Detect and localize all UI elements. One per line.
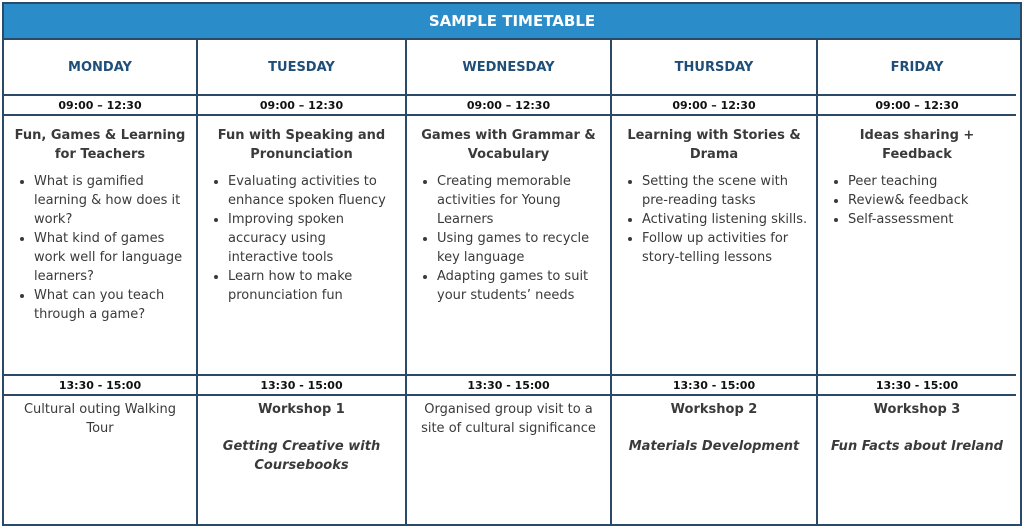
topic-item: • Activating listening skills. [642,210,808,229]
workshop-title: Workshop 3 [873,402,961,417]
workshop-subtitle: Fun Facts about Ireland [831,439,1003,454]
day-header: WEDNESDAY [407,40,610,96]
session-title: Ideas sharing + Feedback [859,128,975,162]
morning-session [4,116,196,374]
afternoon-time: 13:30 - 15:00 [4,374,196,396]
afternoon-time: 13:30 - 15:00 [818,374,1016,396]
topic-item: • Adapting games to suit your students’ needs [437,267,602,305]
session-title: Games with Grammar & Vocabulary [421,128,596,162]
topic-item: • What can you teach through a game? [34,286,188,324]
topic-item: • What kind of games work well for language learners? [34,229,188,286]
morning-time: 09:00 – 12:30 [4,96,196,116]
afternoon-session [818,396,1016,526]
day-header: FRIDAY [818,40,1016,96]
morning-time: 09:00 – 12:30 [818,96,1016,116]
morning-session [612,116,816,374]
topic-item: • Setting the scene with pre-reading tasks [642,172,808,210]
topic-item: • Peer teaching [848,172,1008,191]
afternoon-time: 13:30 - 15:00 [612,374,816,396]
day-column-tuesday [198,40,407,526]
morning-session [818,116,1016,374]
topic-item: • Evaluating activities to enhance spoken fluency [228,172,397,210]
afternoon-session [4,396,196,526]
day-column-wednesday [407,40,612,526]
topic-list [206,172,397,305]
topic-item: • Review& feedback [848,191,1008,210]
topic-item: • Self-assessment [848,210,1008,229]
day-column-friday [818,40,1016,526]
day-header: MONDAY [4,40,196,96]
afternoon-time: 13:30 - 15:00 [198,374,405,396]
day-column-monday [4,40,198,526]
session-title: Fun with Speaking and Pronunciation [217,128,386,162]
day-header: THURSDAY [612,40,816,96]
session-title: Fun, Games & Learning for Teachers [14,128,186,162]
morning-session [198,116,405,374]
topic-item: • Improving spoken accuracy using interactive tools [228,210,397,267]
day-header: TUESDAY [198,40,405,96]
afternoon-session [612,396,816,526]
timetable [2,2,1022,526]
session-title: Learning with Stories & Drama [627,128,801,162]
workshop-subtitle: Getting Creative with Coursebooks [222,439,381,473]
afternoon-activity: Cultural outing Walking Tour [23,402,177,436]
topic-list [12,172,188,324]
afternoon-session [407,396,610,526]
topic-item: • What is gamified learning & how does it work? [34,172,188,229]
topic-list [620,172,808,267]
day-column-thursday [612,40,818,526]
workshop-title: Workshop 1 [258,402,345,417]
timetable-title: SAMPLE TIMETABLE [4,4,1020,40]
topic-item: • Creating memorable activities for Young Learners [437,172,602,229]
topic-list [826,172,1008,229]
morning-time: 09:00 – 12:30 [198,96,405,116]
workshop-title: Workshop 2 [670,402,758,417]
morning-time: 09:00 – 12:30 [612,96,816,116]
morning-time: 09:00 – 12:30 [407,96,610,116]
topic-item: • Using games to recycle key language [437,229,602,267]
topic-list [415,172,602,305]
afternoon-activity: Organised group visit to a site of cultural significance [421,402,596,436]
afternoon-time: 13:30 - 15:00 [407,374,610,396]
topic-item: • Follow up activities for story-telling lessons [642,229,808,267]
topic-item: • Learn how to make pronunciation fun [228,267,397,305]
afternoon-session [198,396,405,526]
morning-session [407,116,610,374]
workshop-subtitle: Materials Development [628,439,800,454]
